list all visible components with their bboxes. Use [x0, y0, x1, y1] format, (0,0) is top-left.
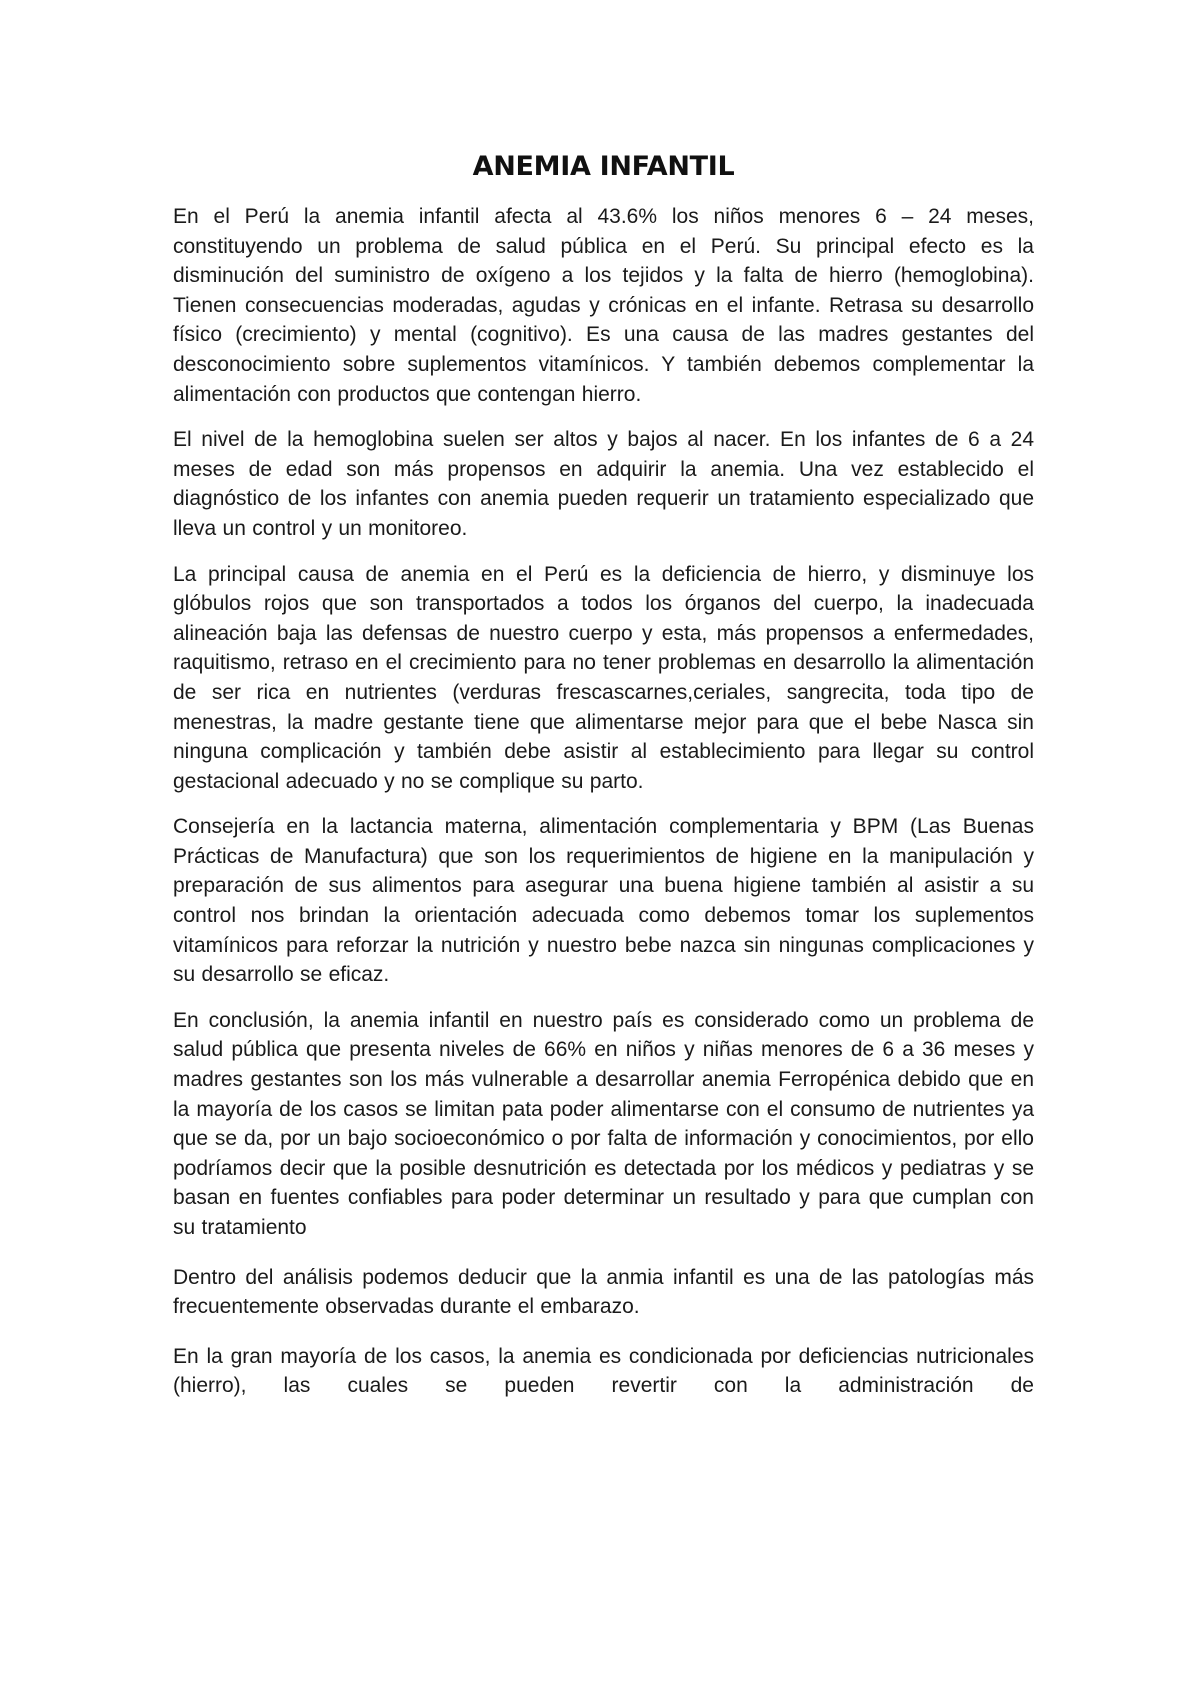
document-title: ANEMIA INFANTIL	[472, 151, 735, 182]
paragraph-2: El nivel de la hemoglobina suelen ser altos y bajos al nacer. En los infantes de 6 a 24 meses de edad son más propensos en adquirir la anemia. Una vez establecido el diagnóstico de los infantes con anemia pueden requerir un tratamiento especializado que lleva un control y un monitoreo.	[173, 428, 1034, 540]
paragraph-3: La principal causa de anemia en el Perú es la deficiencia de hierro, y disminuye los glóbulos rojos que son transportados a todos los órganos del cuerpo, la inadecuada alineación baja las defensas de nuestro cuerpo y esta, más propensos a enfermedades, raquitismo, retraso en el crecimiento para no tener problemas en desarrollo la alimentación de ser rica en nutrientes (verduras frescascarnes,ceriales, sangrecita, toda tipo de menestras, la madre gestante tiene que alimentarse mejor para que el bebe Nasca sin ninguna complicación y también debe asistir al establecimiento para llegar su control gestacional adecuado y no se complique su parto.	[173, 562, 1034, 793]
paragraph-1: En el Perú la anemia infantil afecta al 43.6% los niños menores 6 – 24 meses, constituyendo un problema de salud pública en el Perú. Su principal efecto es la disminución del suministro de oxígeno a los tejidos y la falta de hierro (hemoglobina). Tienen consecuencias moderadas, agudas y crónicas en el infante. Retrasa su desarrollo físico (crecimiento) y mental (cognitivo). Es una causa de las madres gestantes del desconocimiento sobre suplementos vitamínicos. Y también debemos complementar la alimentación con productos que contengan hierro.	[173, 205, 1034, 406]
paragraph-4: Consejería en la lactancia materna, alimentación complementaria y BPM (Las Buenas Prácticas de Manufactura) que son los requerimientos de higiene en la manipulación y preparación de sus alimentos para asegurar una buena higiene también al asistir a su control nos brindan la orientación adecuada como debemos tomar los suplementos vitamínicos para reforzar la nutrición y nuestro bebe nazca sin ningunas complicaciones y su desarrollo se eficaz.	[173, 815, 1034, 987]
paragraph-5: En conclusión, la anemia infantil en nuestro país es considerado como un problema de salud pública que presenta niveles de 66% en niños y niñas menores de 6 a 36 meses y madres gestantes son los más vulnerable a desarrollar anemia Ferropénica debido que en la mayoría de los casos se limitan pata poder alimentarse con el consumo de nutrientes ya que se da, por un bajo socioeconómico o por falta de información y conocimientos, por ello podríamos decir que la posible desnutrición es detectada por los médicos y pediatras y se basan en fuentes confiables para poder determinar un resultado y para que cumplan con su tratamiento	[173, 1008, 1034, 1239]
paragraph-6: Dentro del análisis podemos deducir que la anmia infantil es una de las patologías más frecuentemente observadas durante el embarazo.	[173, 1265, 1034, 1319]
paragraph-7: En la gran mayoría de los casos, la anemia es condicionada por deficiencias nutricionales (hierro), las cuales se pueden revertir con la administración de	[173, 1344, 1034, 1398]
